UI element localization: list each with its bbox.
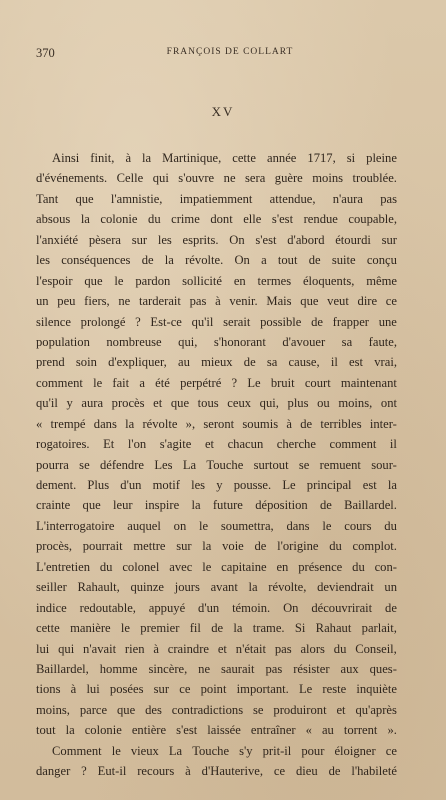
text-line: l'anxiété pèsera sur les esprits. On s'est d'abord étourdi sur (36, 232, 397, 247)
text-line: un peu fiers, ne tarderait pas à venir. Mais que veut dire ce (36, 294, 397, 309)
text-line: seiller Rahault, quinze jours avant la révolte, deviendrait un (36, 580, 397, 595)
chapter-heading: XV (211, 104, 235, 119)
running-title: FRANÇOIS DE COLLART (166, 47, 294, 57)
text-line: procès, pourrait mettre sur la voie de l'origine du complot. (36, 539, 397, 554)
text-line: absous la colonie du crime dont elle s'est rendue coupable, (36, 212, 397, 227)
text-line: rogatoires. Et l'on s'agite et chacun cherche comment il (36, 437, 397, 452)
text-line: les conséquences de la révolte. On a tout de suite conçu (36, 253, 397, 268)
text-line: Tant que l'amnistie, impatiemment attendue, n'aura pas (36, 191, 397, 206)
text-line: tions à lui posées sur ce point important. Le reste inquiète (36, 682, 397, 697)
text-line: qu'il y aura procès et que tous ceux qui, plus ou moins, ont (36, 396, 397, 411)
text-line: dement. Plus d'un motif les y pousse. Le principal est la (36, 478, 397, 492)
text-line: prend soin d'expliquer, au mieux de sa cause, il est vrai, (36, 355, 397, 370)
text-line: population nombreuse qui, s'honorant d'avouer sa faute, (36, 334, 397, 349)
text-line: tout la colonie entière s'est laissée entraîner « au torrent ». (36, 723, 397, 738)
text-line: « trempé dans la révolte », seront soumis à de terribles inter- (36, 416, 397, 431)
text-line: moins, parce que des contradictions se produiront et qu'après (36, 702, 397, 717)
text-line: crainte que leur inspire la future déposition de Baillardel. (36, 498, 397, 513)
text-line: indice redoutable, appuyé d'un témoin. On découvrirait de (36, 600, 397, 615)
text-line: pourra se défendre Les La Touche surtout se remuent sour- (36, 457, 397, 472)
text-line: silence prolongé ? Est-ce qu'il serait possible de frapper une (36, 314, 397, 329)
text-line: L'interrogatoire auquel on le soumettra, dans le cours du (36, 518, 397, 533)
text-line: L'entretien du colonel avec le capitaine en présence du con- (36, 559, 397, 574)
page-number: 370 (36, 46, 55, 60)
text-line: l'espoir que le pardon sollicité en termes éloquents, même (36, 273, 397, 288)
text-line: lui qui n'avait rien à craindre et n'était pas alors du Conseil, (36, 641, 397, 656)
text-line: danger ? Eut-il recours à d'Hauterive, ce dieu de l'habileté (36, 764, 397, 779)
text-line: cette manière le premier fil de la trame. Si Rahaut parlait, (36, 621, 397, 636)
text-line: Ainsi finit, à la Martinique, cette année 1717, si pleine (52, 151, 397, 165)
body-text (36, 148, 397, 782)
text-line: comment le fait a été perpétré ? Le bruit court maintenant (36, 375, 397, 390)
running-head (36, 46, 404, 62)
text-line: Baillardel, homme sincère, ne saurait pas résister aux ques- (36, 661, 397, 676)
text-line: d'événements. Celle qui s'ouvre ne sera guère moins troublée. (36, 171, 397, 186)
text-line: Comment le vieux La Touche s'y prit-il pour éloigner ce (52, 743, 397, 758)
